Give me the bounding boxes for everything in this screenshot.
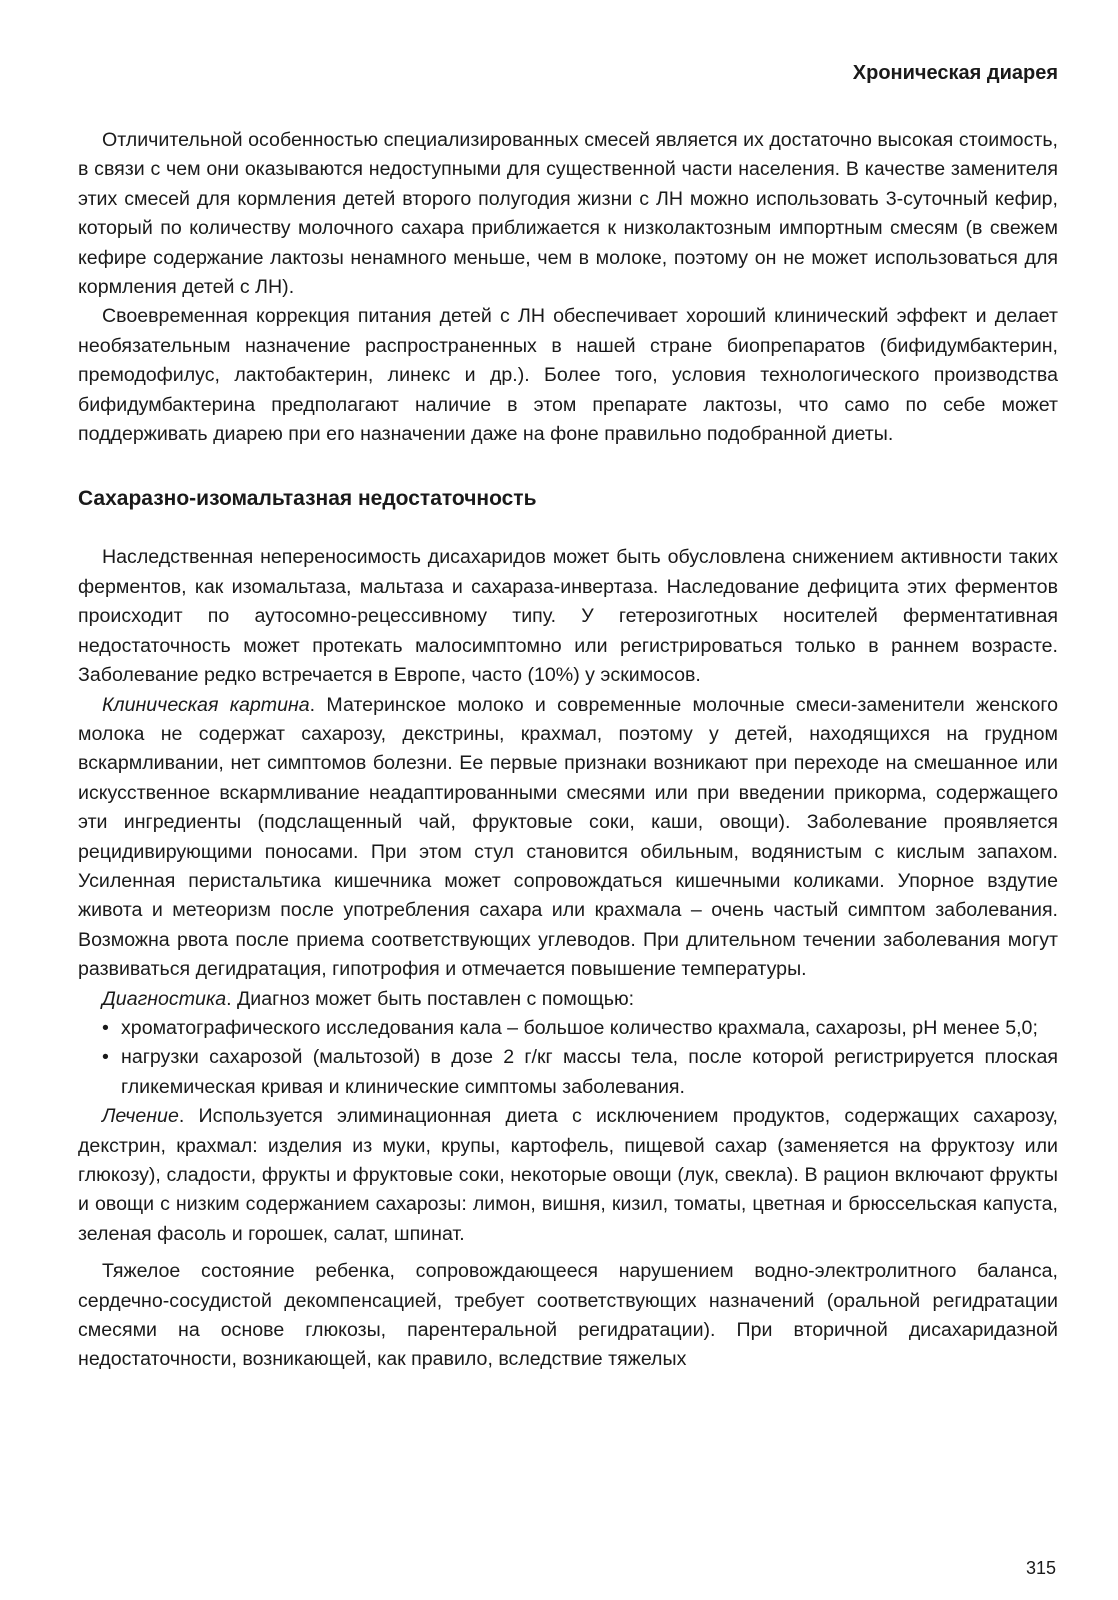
paragraph-section-intro: Наследственная непереносимость дисахаридов может быть обусловлена снижением активности таких ферментов, как изомальтаза, мальтаза и сахараза-инвертаза. Наследование дефицита этих ферментов происходит по аутосомно-рецессивному типу. У гетерозиготных носителей ферментативная недостаточность может протекать малосимптомно или регистрироваться только в раннем возрасте. Заболевание редко встречается в Европе, часто (10%) у эскимосов.: [78, 546, 1058, 687]
diagnostics-text: . Диагноз может быть поставлен с помощью:: [226, 987, 635, 1010]
clinical-text: . Материнское молоко и современные молочные смеси-заменители женского молока не содержат сахарозу, декстрины, крахмал, поэтому у детей, находящихся на грудном вскармливании, нет симптомов болезни. Ее первые признаки возникают при переходе на смешанное или искусственное вскармливание неадаптированными смесями или при введении прикорма, содержащего эти ингредиенты (подслащенный чай, фруктовые соки, каши, овощи). Заболевание проявляется рецидивирующими поносами. При этом стул становится обильным, водянистым с кислым запахом. Усиленная перистальтика кишечника может сопровождаться кишечными коликами. Упорное вздутие живота и метеоризм после употребления сахара или крахмала – очень частый симптом заболевания. Возможна рвота после приема соответствующих углеводов. При длительном течении заболевания могут развиваться дегидратация, гипотрофия и отмечается повышение температуры.: [78, 693, 1058, 981]
list-item: [78, 1043, 1058, 1102]
paragraph-treatment: [78, 1102, 1058, 1249]
list-item-text: нагрузки сахарозой (мальтозой) в дозе 2 г/кг массы тела, после которой регистрируется плоская гликемическая кривая и клинические симптомы заболевания.: [121, 1046, 1058, 1098]
diagnostics-lead: Диагностика: [102, 987, 227, 1010]
page-body: [78, 126, 1058, 1375]
section-title: Сахаразно-изомальтазная недостаточность: [78, 487, 537, 511]
paragraph-diagnostics: [78, 985, 1058, 1014]
treatment-lead: Лечение: [102, 1105, 179, 1128]
clinical-lead: Клиническая картина: [102, 693, 310, 716]
list-item: [78, 1014, 1058, 1043]
paragraph-specialized-mixtures: Отличительной особенностью специализированных смесей является их достаточно высокая стоимость, в связи с чем они оказываются недоступными для существенной части населения. В качестве заменителя этих смесей для кормления детей второго полугодия жизни с ЛН можно использовать 3-суточный кефир, который по количеству молочного сахара приближается к низколактозным импортным смесям (в свежем кефире содержание лактозы ненамного меньше, чем в молоке, поэтому он не может использоваться для кормления детей с ЛН).: [78, 129, 1058, 299]
page-number: 315: [1025, 1558, 1056, 1578]
list-item-text: хроматографического исследования кала – большое количество крахмала, сахарозы, pH менее 5,0;: [121, 1016, 1038, 1039]
paragraph-clinical-picture: [78, 691, 1058, 985]
bullet-symbol: •: [102, 1016, 109, 1039]
paragraph-closing: Тяжелое состояние ребенка, сопровождающееся нарушением водно-электролитного баланса, сердечно-сосудистой декомпенсацией, требует соответствующих назначений (оральной регидратации смесями на основе глюкозы, парентеральной регидратации). При вторичной дисахаридазной недостаточности, возникающей, как правило, вследствие тяжелых: [78, 1260, 1058, 1371]
running-head: Хроническая диарея: [852, 62, 1058, 84]
paragraph-nutrition-correction: Своевременная коррекция питания детей с ЛН обеспечивает хороший клинический эффект и делает необязательным назначение распространенных в нашей стране биопрепаратов (бифидумбактерин, премодофилус, лактобактерин, линекс и др.). Более того, условия технологического производства бифидумбактерина предполагают наличие в этом препарате лактозы, что само по себе может поддерживать диарею при его назначении даже на фоне правильно подобранной диеты.: [78, 305, 1058, 446]
bullet-symbol: •: [102, 1046, 109, 1069]
diagnostics-list: [78, 1014, 1058, 1102]
treatment-text: . Используется элиминационная диета с исключением продуктов, содержащих сахарозу, декстрин, крахмал: изделия из муки, крупы, картофель, пищевой сахар (заменяется на фруктозу или глюкозу), сладости, фрукты и фруктовые соки, некоторые овощи (лук, свекла). В рацион включают фрукты и овощи с низким содержанием сахарозы: лимон, вишня, кизил, томаты, цветная и брюссельская капуста, зеленая фасоль и горошек, салат, шпинат.: [78, 1105, 1058, 1245]
